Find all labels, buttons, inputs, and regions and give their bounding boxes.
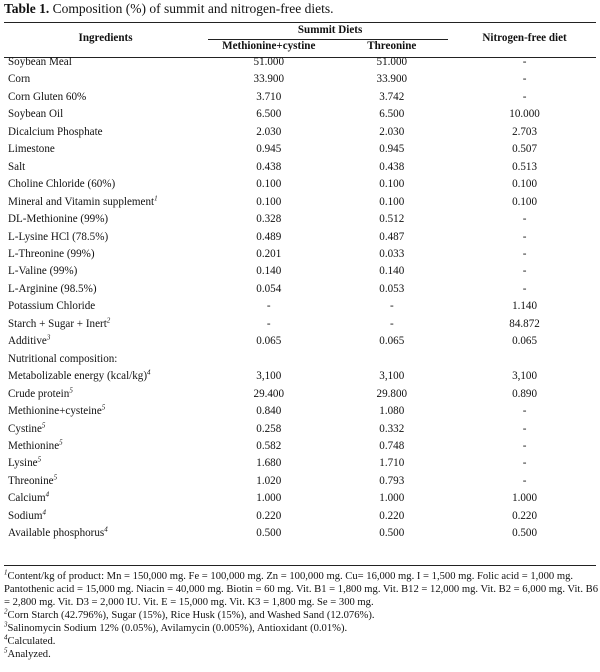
table-row: [4, 246, 596, 263]
ingredient-label: Sodium: [8, 509, 43, 522]
table-row: [4, 263, 596, 280]
ingredient-name: [4, 159, 207, 176]
met-cys-value: 0.201: [256, 247, 282, 260]
threonine-value: 2.030: [379, 125, 405, 138]
met-cys-value: 0.840: [256, 405, 282, 418]
threonine-value: -: [389, 317, 394, 330]
met-cys-value: 3.710: [256, 90, 282, 103]
met-cys-value: 0.945: [256, 143, 282, 156]
footnotes: [4, 570, 598, 661]
nitrogen-free-value: -: [522, 90, 527, 103]
footnote-ref: 1: [154, 193, 158, 202]
met-cys-value: [207, 351, 330, 368]
met-cys-value: 3,100: [256, 370, 282, 383]
ingredient-name: [4, 333, 207, 350]
ingredient-name: [4, 229, 207, 246]
threonine-value: 0.512: [379, 213, 405, 226]
threonine-value: 0.332: [379, 422, 405, 435]
ingredient-name: [4, 490, 207, 507]
ingredient-name: [4, 298, 207, 315]
ingredient-label: Methionine: [8, 439, 60, 452]
ingredient-name: [4, 386, 207, 403]
met-cys-value: 0.500: [256, 527, 282, 540]
ingredient-label: Limestone: [8, 143, 55, 156]
ingredient-name: [4, 106, 207, 123]
ingredient-label: Additive: [8, 335, 47, 348]
table-row: [4, 368, 596, 385]
threonine-value: 1.710: [379, 457, 405, 470]
met-cys-value: 0.100: [256, 178, 282, 191]
met-cys-value: 0.100: [256, 195, 282, 208]
ingredient-label: L-Lysine HCl (78.5%): [8, 230, 109, 243]
threonine-value: 0.100: [379, 195, 405, 208]
table-label: Table 1.: [4, 1, 50, 16]
nitrogen-free-value: -: [522, 73, 527, 86]
met-cys-value: 51.000: [253, 56, 285, 68]
nitrogen-free-value: -: [522, 247, 527, 260]
table-row: [4, 438, 596, 455]
met-cys-value: 0.258: [256, 422, 282, 435]
footnote-marker: 3: [4, 620, 8, 629]
ingredient-name: [4, 54, 207, 71]
threonine-value: 1.000: [379, 492, 405, 505]
threonine-value: 0.945: [379, 143, 405, 156]
footnote-ref: 4: [45, 490, 50, 499]
threonine-value: 0.793: [379, 474, 405, 487]
footnote: [4, 648, 598, 661]
ingredient-label: DL-Methionine (99%): [8, 213, 109, 226]
header-met-cys: Methionine+cystine: [222, 39, 316, 52]
met-cys-value: 0.140: [256, 265, 282, 278]
ingredient-label: Methionine+cysteine: [8, 405, 102, 418]
met-cys-value: 0.065: [256, 335, 282, 348]
table-row: [4, 386, 596, 403]
ingredient-name: [4, 351, 207, 368]
threonine-value: 0.748: [379, 439, 405, 452]
table-row: [4, 508, 596, 525]
met-cys-value: 29.400: [253, 387, 285, 400]
ingredient-label: Dicalcium Phosphate: [8, 125, 103, 138]
met-cys-value: 0.328: [256, 213, 282, 226]
footnote-text: Salinomycin Sodium 12% (0.05%), Avilamycin (0.005%), Antioxidant (0.01%).: [7, 623, 348, 634]
met-cys-value: 0.582: [256, 439, 282, 452]
nitrogen-free-value: -: [522, 282, 527, 295]
threonine-value: 0.487: [379, 230, 405, 243]
ingredient-name: [4, 473, 207, 490]
table-row: [4, 421, 596, 438]
footnote: [4, 635, 598, 648]
nitrogen-free-value: -: [522, 439, 527, 452]
met-cys-value: 0.220: [256, 509, 282, 522]
header-nitrogen-free: Nitrogen-free diet: [482, 31, 567, 44]
table-row: [4, 54, 596, 71]
table-row: [4, 176, 596, 193]
nitrogen-free-value: 0.507: [512, 143, 538, 156]
nitrogen-free-value: 10.000: [509, 108, 540, 121]
met-cys-value: 0.438: [256, 160, 282, 173]
nitrogen-free-value: -: [522, 474, 527, 487]
table-row: [4, 298, 596, 315]
threonine-value: 0.100: [379, 178, 405, 191]
ingredient-label: Salt: [8, 160, 26, 173]
footnote: [4, 609, 598, 622]
ingredient-name: [4, 421, 207, 438]
table-row: [4, 403, 596, 420]
met-cys-value: 1.000: [256, 492, 282, 505]
ingredient-name: [4, 124, 207, 141]
threonine-value: 0.500: [379, 527, 405, 540]
met-cys-value: 0.054: [256, 282, 282, 295]
ingredient-name: [4, 403, 207, 420]
threonine-value: 6.500: [379, 108, 405, 121]
nitrogen-free-value: 0.500: [512, 527, 538, 540]
nitrogen-free-value: [453, 351, 596, 368]
footnote-ref: 5: [53, 473, 58, 482]
footnote-text: Corn Starch (42.796%), Sugar (15%), Rice Husk (15%), and Washed Sand (12.076%).: [7, 610, 375, 621]
nitrogen-free-value: -: [522, 405, 527, 418]
footnote-ref: 4: [104, 525, 108, 534]
ingredient-label: Corn: [8, 73, 31, 86]
nitrogen-free-value: -: [522, 457, 527, 470]
threonine-value: 0.065: [379, 335, 405, 348]
met-cys-value: 0.489: [256, 230, 282, 243]
footnote-text: Analyzed.: [7, 649, 51, 660]
nitrogen-free-value: 1.140: [512, 300, 538, 313]
footnote-ref: 4: [147, 368, 151, 377]
nitrogen-free-value: -: [522, 213, 527, 226]
table-row: [4, 490, 596, 507]
table-body: [4, 54, 596, 543]
ingredient-name: [4, 508, 207, 525]
table-row: [4, 124, 596, 141]
ingredient-name: [4, 368, 207, 385]
footnote-ref: 5: [41, 420, 46, 429]
met-cys-value: -: [266, 317, 271, 330]
table-row: [4, 71, 596, 88]
header-threonine: Threonine: [367, 39, 417, 52]
bottom-rule: [4, 565, 596, 566]
ingredient-label: Soybean Oil: [8, 108, 64, 121]
ingredient-name: [4, 246, 207, 263]
table-row: [4, 159, 596, 176]
footnote-ref: 5: [59, 438, 63, 447]
footnote-ref: 3: [46, 333, 51, 342]
nitrogen-free-value: 0.513: [512, 160, 538, 173]
threonine-value: 0.438: [379, 160, 405, 173]
nitrogen-free-value: 0.100: [512, 178, 538, 191]
table-row: [4, 89, 596, 106]
table-title: Composition (%) of summit and nitrogen-free diets.: [49, 1, 334, 16]
table-row: [4, 351, 596, 368]
footnote-text: Calculated.: [7, 636, 56, 647]
footnote-text: Content/kg of product: Mn = 150,000 mg. Fe = 100,000 mg. Zn = 100,000 mg. Cu= 16,000 mg. I = 1,500 mg. Folic acid = 1,000 mg. Pantothenic acid = 15,000 mg. Niacin = 40,000 mg. Biotin = 60 mg. Vit. B1 = 1,800 mg. Vit. B12 = 12,000 mg. Vit. B2 = 6,000 mg. Vit. B6 = 2,800 mg. Vit. D3 = 2,000 IU. Vit. E = 15,000 mg. Vit. K3 = 1,800 mg. Se = 300 mg.: [4, 571, 598, 608]
ingredient-label: Calcium: [8, 492, 46, 505]
table-row: [4, 333, 596, 350]
footnote-marker: 2: [4, 607, 8, 616]
footnote-marker: 5: [4, 646, 8, 655]
nitrogen-free-value: 0.100: [512, 195, 538, 208]
threonine-value: [330, 351, 453, 368]
nitrogen-free-value: 0.890: [512, 387, 538, 400]
nitrogen-free-value: 2.703: [512, 125, 538, 138]
met-cys-value: 6.500: [256, 108, 282, 121]
table-row: [4, 211, 596, 228]
table-row: [4, 281, 596, 298]
threonine-value: 0.220: [379, 509, 405, 522]
met-cys-value: 1.680: [256, 457, 282, 470]
ingredient-name: [4, 525, 207, 542]
ingredient-label: Corn Gluten 60%: [8, 90, 87, 103]
ingredient-name: [4, 211, 207, 228]
ingredient-name: [4, 438, 207, 455]
footnote: [4, 622, 598, 635]
nitrogen-free-value: 3,100: [512, 370, 538, 383]
table-row: [4, 106, 596, 123]
ingredient-label: Potassium Chloride: [8, 300, 96, 313]
threonine-value: 3.742: [379, 90, 405, 103]
ingredient-label: L-Threonine (99%): [8, 247, 95, 260]
composition-table: [4, 22, 596, 543]
footnote-ref: 5: [101, 403, 106, 412]
table-row: [4, 229, 596, 246]
ingredient-label: Threonine: [8, 474, 54, 487]
ingredient-name: [4, 455, 207, 472]
nitrogen-free-value: -: [522, 230, 527, 243]
table-row: [4, 316, 596, 333]
table-row: [4, 194, 596, 211]
nitrogen-free-value: -: [522, 422, 527, 435]
footnote: [4, 570, 598, 609]
table-row: [4, 473, 596, 490]
ingredient-label: Choline Chloride (60%): [8, 178, 116, 191]
table-row: [4, 455, 596, 472]
ingredient-label: Crude protein: [8, 387, 70, 400]
table-row: [4, 525, 596, 542]
ingredient-label: Available phosphorus: [8, 527, 105, 540]
ingredient-label: Lysine: [8, 457, 38, 470]
threonine-value: 29.800: [376, 387, 408, 400]
threonine-value: 1.080: [379, 405, 405, 418]
threonine-value: 3,100: [379, 370, 405, 383]
nitrogen-free-value: 0.065: [512, 335, 538, 348]
ingredient-name: [4, 176, 207, 193]
met-cys-value: 33.900: [253, 73, 285, 86]
threonine-value: 0.053: [379, 282, 405, 295]
ingredient-label: Starch + Sugar + Inert: [8, 317, 107, 330]
ingredient-label: Soybean Meal: [8, 56, 72, 68]
ingredient-label: L-Valine (99%): [8, 265, 78, 278]
threonine-value: 0.033: [379, 247, 405, 260]
nitrogen-free-value: 1.000: [512, 492, 538, 505]
ingredient-name: [4, 281, 207, 298]
ingredient-name: [4, 263, 207, 280]
ingredient-name: [4, 141, 207, 158]
met-cys-value: 1.020: [256, 474, 282, 487]
nitrogen-free-value: 84.872: [509, 317, 540, 330]
footnote-ref: 2: [106, 316, 111, 325]
ingredient-name: [4, 194, 207, 211]
met-cys-value: -: [266, 300, 271, 313]
ingredient-name: [4, 316, 207, 333]
threonine-value: 51.000: [376, 56, 408, 68]
header-ingredients: Ingredients: [78, 31, 133, 44]
ingredient-name: [4, 89, 207, 106]
ingredient-label: L-Arginine (98.5%): [8, 282, 97, 295]
threonine-value: 0.140: [379, 265, 405, 278]
nitrogen-free-value: -: [522, 265, 527, 278]
table-row: [4, 141, 596, 158]
threonine-value: -: [389, 300, 394, 313]
ingredient-label: Metabolizable energy (kcal/kg): [8, 370, 148, 383]
ingredient-label: Nutritional composition:: [8, 352, 118, 365]
footnote-ref: 5: [37, 455, 42, 464]
footnote-marker: 1: [4, 568, 8, 577]
footnote-ref: 5: [69, 385, 73, 394]
footnote-marker: 4: [4, 633, 8, 642]
header-summit-diets: Summit Diets: [297, 23, 363, 36]
table-caption: [4, 1, 333, 17]
nitrogen-free-value: -: [522, 56, 527, 68]
met-cys-value: 2.030: [256, 125, 282, 138]
threonine-value: 33.900: [376, 73, 408, 86]
footnote-ref: 4: [42, 508, 47, 517]
ingredient-name: [4, 71, 207, 88]
ingredient-label: Cystine: [8, 422, 42, 435]
nitrogen-free-value: 0.220: [512, 509, 538, 522]
ingredient-label: Mineral and Vitamin supplement: [8, 195, 155, 208]
